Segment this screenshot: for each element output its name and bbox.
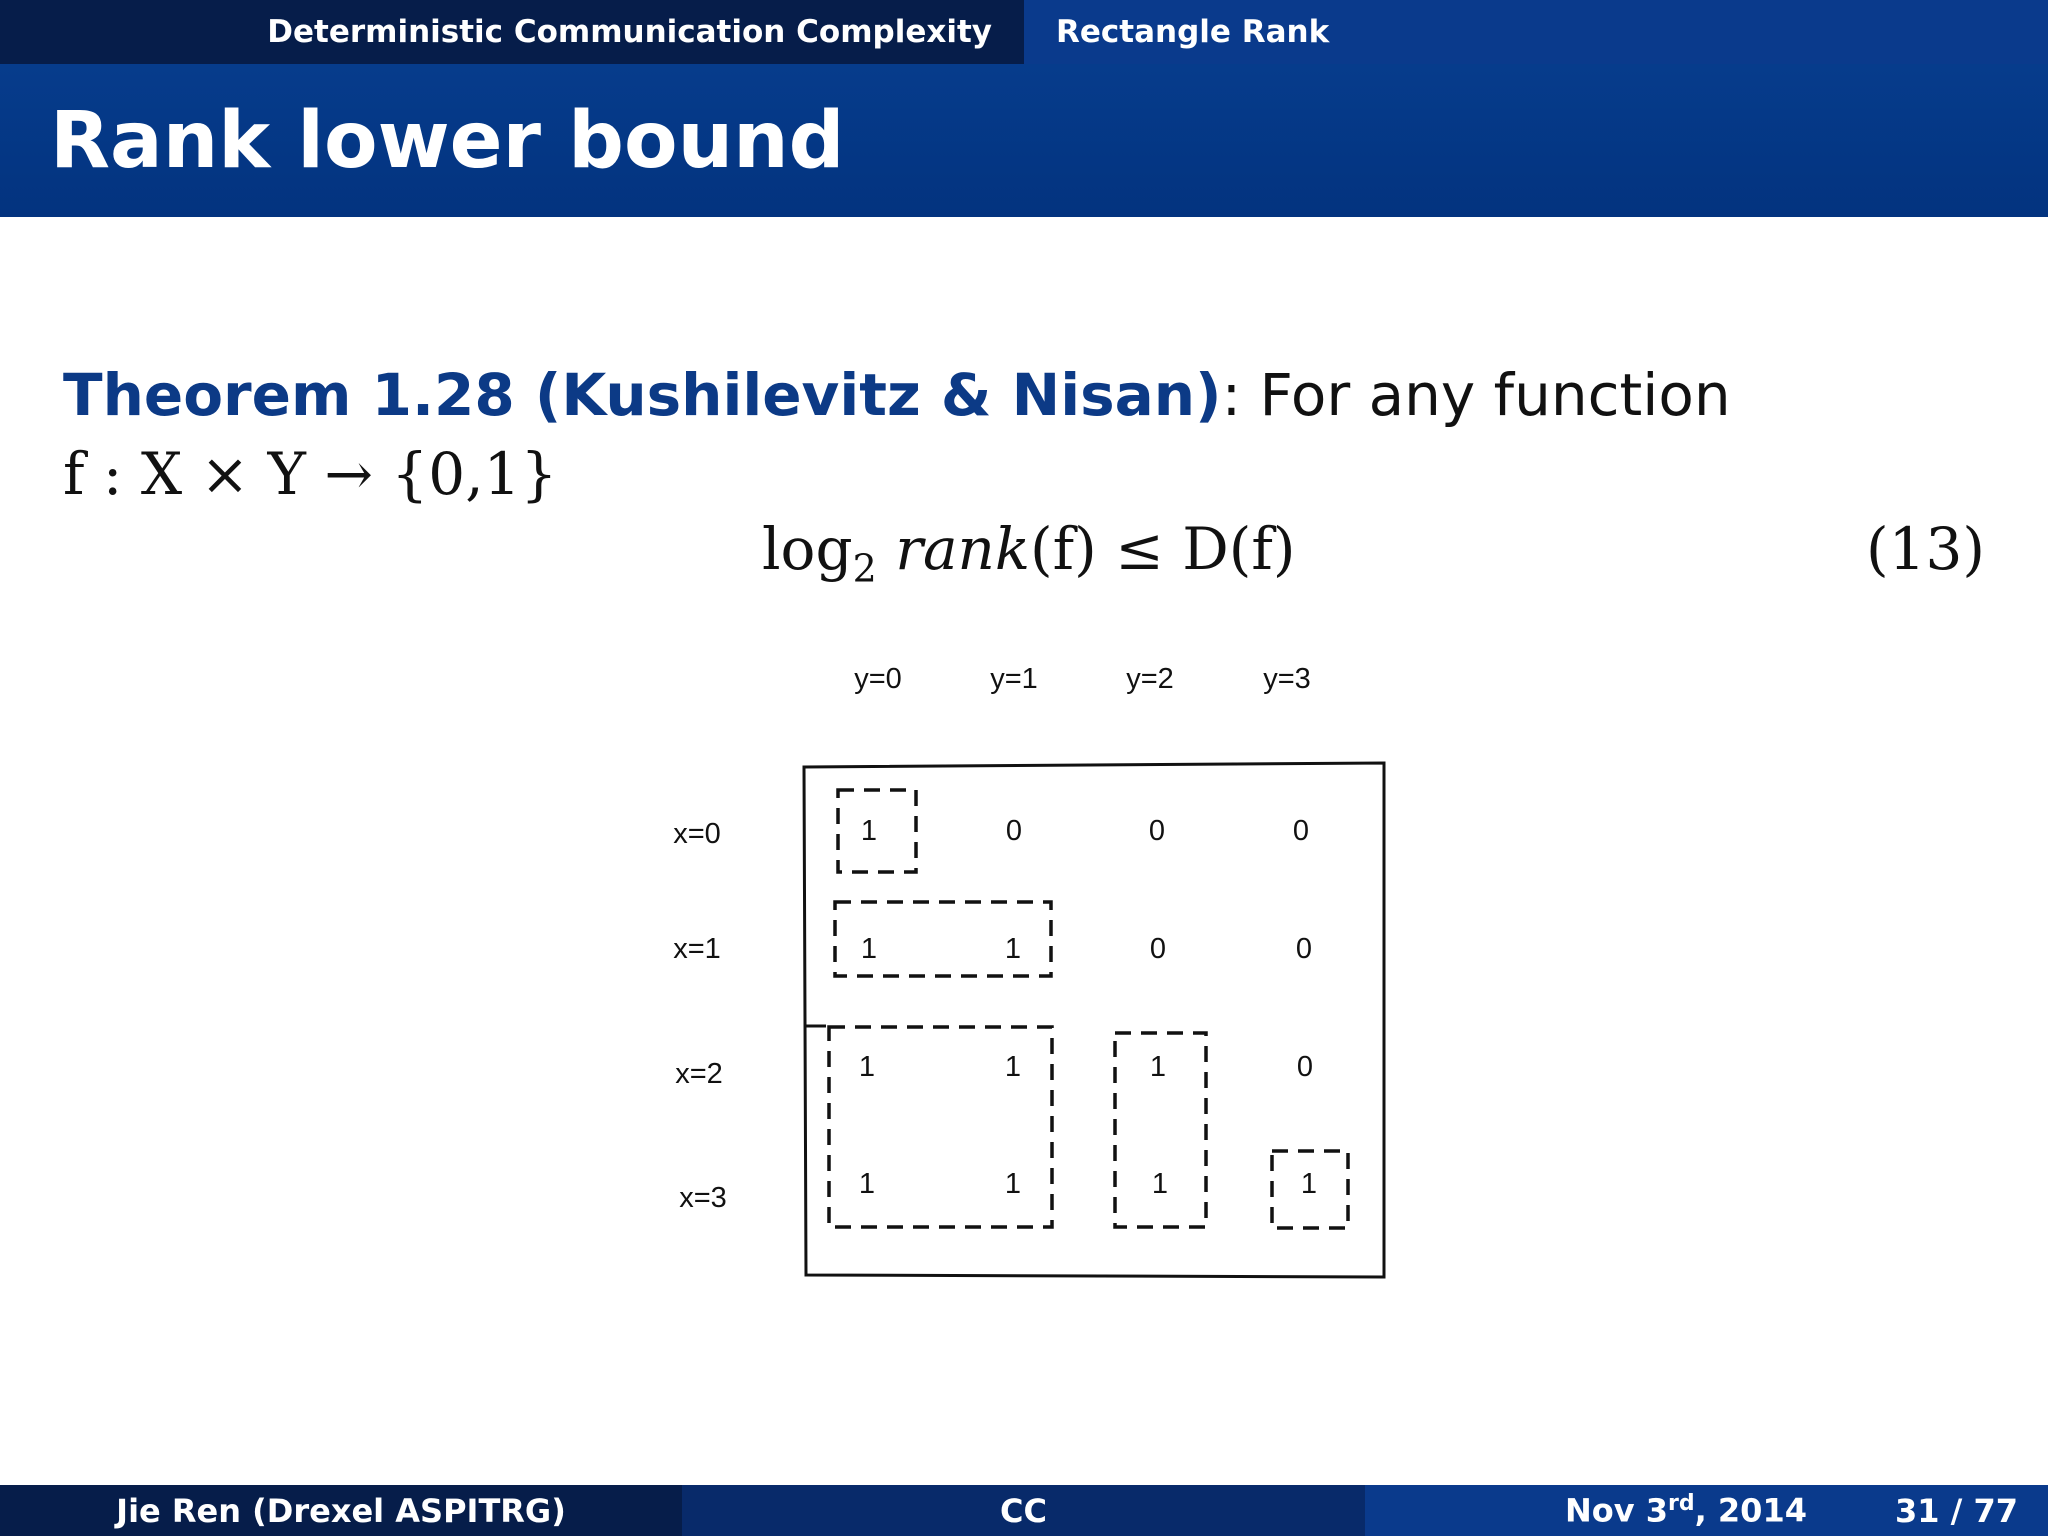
cell-0-3: 0 [1292, 815, 1310, 847]
col-label-y3: y=3 [1263, 663, 1311, 695]
cell-1-2: 0 [1149, 933, 1167, 965]
cell-2-2: 1 [1149, 1051, 1167, 1083]
cell-3-0: 1 [858, 1168, 876, 1200]
cell-3-3: 1 [1300, 1168, 1318, 1200]
cell-0-0: 1 [860, 815, 878, 847]
footer-date-main: Nov 3 [1564, 1491, 1668, 1530]
eq-rest: (f) ≤ D(f) [1030, 515, 1296, 583]
cell-0-2: 0 [1148, 815, 1166, 847]
cell-3-1: 1 [1004, 1168, 1022, 1200]
cell-1-0: 1 [860, 933, 878, 965]
cell-3-2: 1 [1151, 1168, 1169, 1200]
eq-log-base: 2 [852, 546, 877, 591]
cell-1-1: 1 [1004, 933, 1022, 965]
eq-rank: rank [895, 515, 1031, 583]
row-label-x2: x=2 [675, 1058, 723, 1090]
row-label-x1: x=1 [673, 933, 721, 965]
footer-date [1565, 1491, 1807, 1530]
theorem-colon: : [1221, 361, 1242, 429]
col-label-y1: y=1 [990, 663, 1038, 695]
nav-section-link[interactable]: Deterministic Communication Complexity [267, 14, 992, 50]
cell-1-3: 0 [1295, 933, 1313, 965]
function-signature: f : X × Y → {0,1} [63, 440, 558, 508]
footer-date-sup: rd [1668, 1491, 1695, 1517]
row-label-x3: x=3 [679, 1182, 727, 1214]
col-label-y2: y=2 [1126, 663, 1174, 695]
eq-log: log [762, 515, 853, 583]
row-label-x0: x=0 [673, 818, 721, 850]
cell-2-1: 1 [1004, 1051, 1022, 1083]
footer-author: Jie Ren (Drexel ASPITRG) [0, 1485, 682, 1536]
cell-0-1: 0 [1005, 815, 1023, 847]
footer-short-title: CC [682, 1485, 1365, 1536]
equation-number: (13) [1865, 515, 1985, 583]
footer-page-number: 31 / 77 [1894, 1491, 2018, 1530]
nav-subsection-link[interactable]: Rectangle Rank [1056, 14, 1330, 50]
cell-2-3: 0 [1296, 1051, 1314, 1083]
footer-date-year: , 2014 [1694, 1491, 1807, 1530]
theorem-heading: Theorem 1.28 (Kushilevitz & Nisan) [63, 361, 1222, 429]
footer [0, 1485, 2048, 1536]
footer-right [1365, 1485, 2048, 1536]
col-label-y0: y=0 [854, 663, 902, 695]
cell-2-0: 1 [858, 1051, 876, 1083]
slide-title: Rank lower bound [50, 96, 845, 186]
theorem-text: For any function [1259, 361, 1731, 429]
